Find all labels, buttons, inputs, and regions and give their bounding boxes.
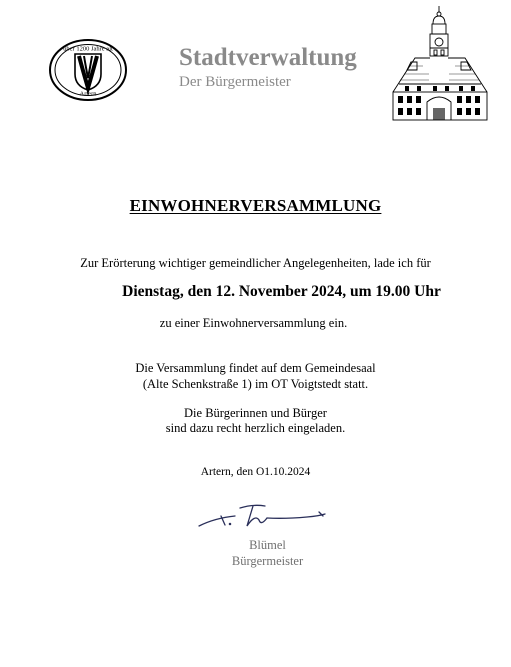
authority-title: Stadtverwaltung	[179, 44, 357, 71]
meeting-date: Dienstag, den 12. November 2024, um 19.00 Uhr	[122, 283, 441, 300]
town-hall-illustration	[389, 4, 493, 122]
venue-text-line-1: Die Versammlung findet auf dem Gemeindesaal	[135, 361, 376, 375]
citizens-text-line-2: sind dazu recht herzlich eingeladen.	[165, 421, 346, 435]
document-heading: EINWOHNERVERSAMMLUNG	[129, 196, 382, 215]
svg-text:Artern: Artern	[79, 90, 97, 98]
signature	[195, 502, 335, 532]
authority-subtitle: Der Bürgermeister	[179, 74, 291, 90]
signatory-name: Blümel	[249, 538, 286, 552]
signatory-role: Bürgermeister	[231, 554, 304, 568]
place-and-date: Artern, den O1.10.2024	[200, 466, 311, 478]
invite-text: zu einer Einwohnerversammlung ein.	[159, 316, 348, 330]
venue-text-line-2: (Alte Schenkstraße 1) im OT Voigtstedt statt.	[142, 377, 369, 391]
city-seal-logo	[48, 38, 128, 102]
svg-text:über 1200 Jahre alt: über 1200 Jahre alt	[63, 45, 113, 53]
intro-text: Zur Erörterung wichtiger gemeindlicher Angelegenheiten, lade ich für	[80, 256, 431, 270]
citizens-text-line-1: Die Bürgerinnen und Bürger	[184, 406, 327, 420]
